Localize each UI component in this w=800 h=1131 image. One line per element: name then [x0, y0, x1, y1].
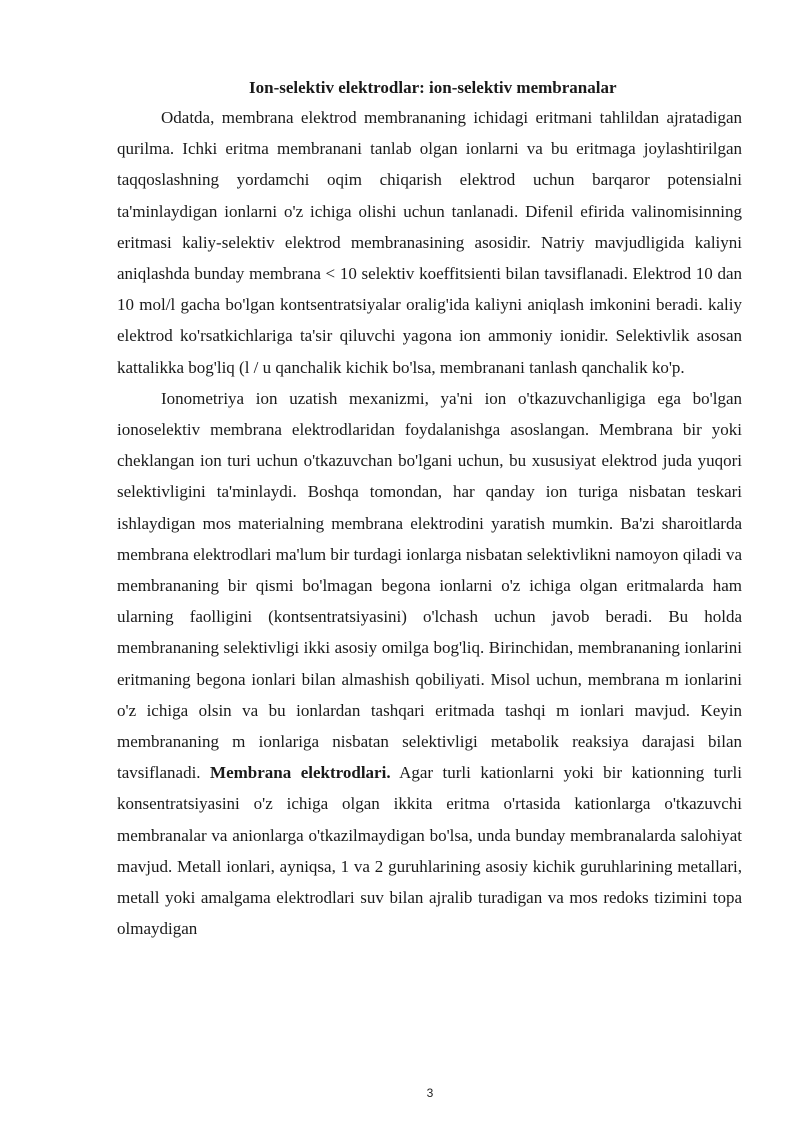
page-number: 3 [426, 1086, 434, 1100]
page-title: Ion-selektiv elektrodlar: ion-selektiv membranalar [249, 78, 617, 97]
paragraph-1: Odatda, membrana elektrod membrananing ichidagi eritmani tahlildan ajratadigan qurilma. Ichki eritma membranani tanlab olgan ionlarni va bu eritmaga joylashtirilgan taqqoslashning yordamchi oqim chiqarish elektrod uchun barqaror potensialni ta'minlaydigan ionlarni o'z ichiga olishi uchun tanlanadi. Difenil efirida valinomisinning eritmasi kaliy-selektiv elektrod membranasining asosidir. Natriy mavjudligida kaliyni aniqlashda bunday membrana < 10 selektiv koeffitsienti bilan tavsiflanadi. Elektrod 10 dan 10 mol/l gacha bo'lgan kontsentratsiyalar oralig'ida kaliyni aniqlash imkonini beradi. kaliy elektrod ko'rsatkichlariga ta'sir qiluvchi yagona ion ammoniy ionidir. Selektivlik asosan kattalikka bog'liq (l / u qanchalik kichik bo'lsa, membranani tanlash qanchalik ko'p. [117, 108, 742, 377]
paragraph-2-text-start: Ionometriya ion uzatish mexanizmi, ya'ni ion o'tkazuvchanligiga ega bo'lgan ionoselektiv membrana elektrodlaridan foydalanishga asoslangan. Membrana bir yoki cheklangan ion turi uchun o'tkazuvchan bo'lgani uchun, bu xususiyat elektrod juda yuqori selektivligini ta'minlaydi. Boshqa tomondan, har qanday ion turiga nisbatan teskari ishlaydigan mos materialning membrana elektrodini yaratish mumkin. Ba'zi sharoitlarda membrana elektrodlari ma'lum bir turdagi ionlarga nisbatan selektivlikni namoyon qiladi va membrananing bir qismi bo'lmagan begona ionlarni o'z ichiga olgan eritmalarda ham ularning faolligini (kontsentratsiyasini) o'lchash uchun javob beradi. Bu holda membrananing selektivligi ikki asosiy omilga bog'liq. Birinchidan, membrananing ionlarini eritmaning begona ionlari bilan almashish qobiliyati. Misol uchun, membrana m ionlarini o'z ichiga olsin va bu ionlardan tashqari eritmada tashqi m ionlari mavjud. Keyin membrananing m ionlariga nisbatan selektivligi metabolik reaksiya darajasi bilan tavsiflanadi. [117, 388, 742, 783]
paragraph-2-bold-heading: Membrana elektrodlari. [210, 763, 391, 783]
paragraph-2 [117, 383, 742, 945]
paragraph-2-text-end: Agar turli kationlarni yoki bir kationning turli konsentratsiyasini o'z ichiga olgan ikkita eritma o'rtasida kationlarga o'tkazuvchi membranalar va anionlarga o'tkazilmaydigan bo'lsa, unda bunday membranalarda salohiyat mavjud. Metall ionlari, ayniqsa, 1 va 2 guruhlarining asosiy kichik guruhlarining metallari, metall yoki amalgama elektrodlari suv bilan ajralib turadigan va mos redoks tizimini topa olmaydigan [117, 763, 742, 939]
page-content [117, 76, 742, 944]
